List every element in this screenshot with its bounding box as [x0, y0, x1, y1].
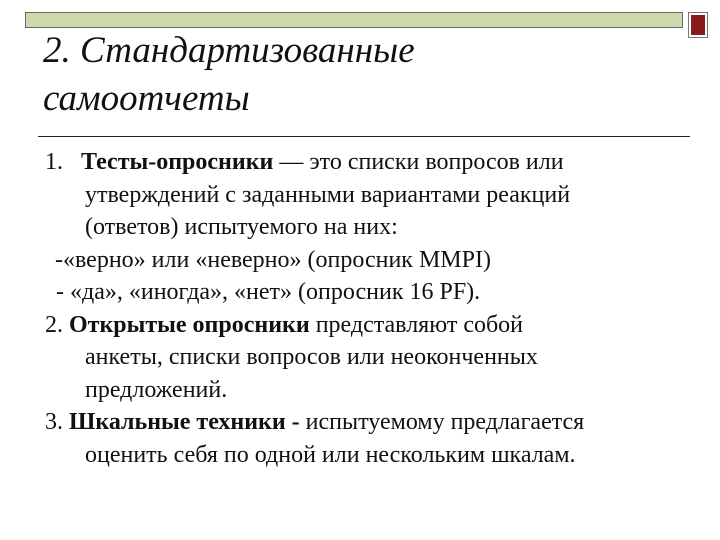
corner-decoration [688, 12, 708, 38]
title-band [25, 12, 683, 28]
item-1-number: 1. [45, 149, 81, 175]
item-1-line-1 [45, 146, 705, 179]
item-2-number: 2. [45, 311, 69, 338]
corner-accent-square [691, 15, 705, 35]
item-2-term: Открытые опросники [69, 311, 310, 338]
item-1-term: Тесты-опросники [81, 149, 274, 175]
title-divider [38, 136, 690, 137]
item-3-text: испытуемому предлагается [299, 409, 585, 435]
slide-title [43, 27, 663, 123]
item-1-text: — это списки вопросов или [273, 149, 564, 175]
item-2-line-2: анкеты, списки вопросов или неоконченных [85, 344, 538, 370]
item-1-line-3: (ответов) испытуемого на них: [85, 214, 398, 240]
item-2-line-1 [45, 309, 705, 342]
title-line-2: самоотчеты [43, 78, 250, 119]
slide-body [45, 146, 705, 471]
item-2-line-3: предложений. [85, 376, 228, 403]
dash-item-1: -«верно» или «неверно» (опросник MMPI) [55, 246, 491, 273]
item-3-term: Шкальные техники - [69, 409, 300, 435]
item-2-text: представляют собой [309, 311, 524, 338]
item-3-line-1 [45, 406, 705, 439]
item-1-line-2: утверждений с заданными вариантами реакций [85, 181, 571, 208]
item-3-line-2: оценить себя по одной или нескольким шкалам. [85, 441, 576, 468]
title-line-1: 2. Стандартизованные [43, 30, 415, 71]
item-3-number: 3. [45, 409, 69, 435]
dash-item-2: - «да», «иногда», «нет» (опросник 16 PF). [56, 279, 481, 305]
